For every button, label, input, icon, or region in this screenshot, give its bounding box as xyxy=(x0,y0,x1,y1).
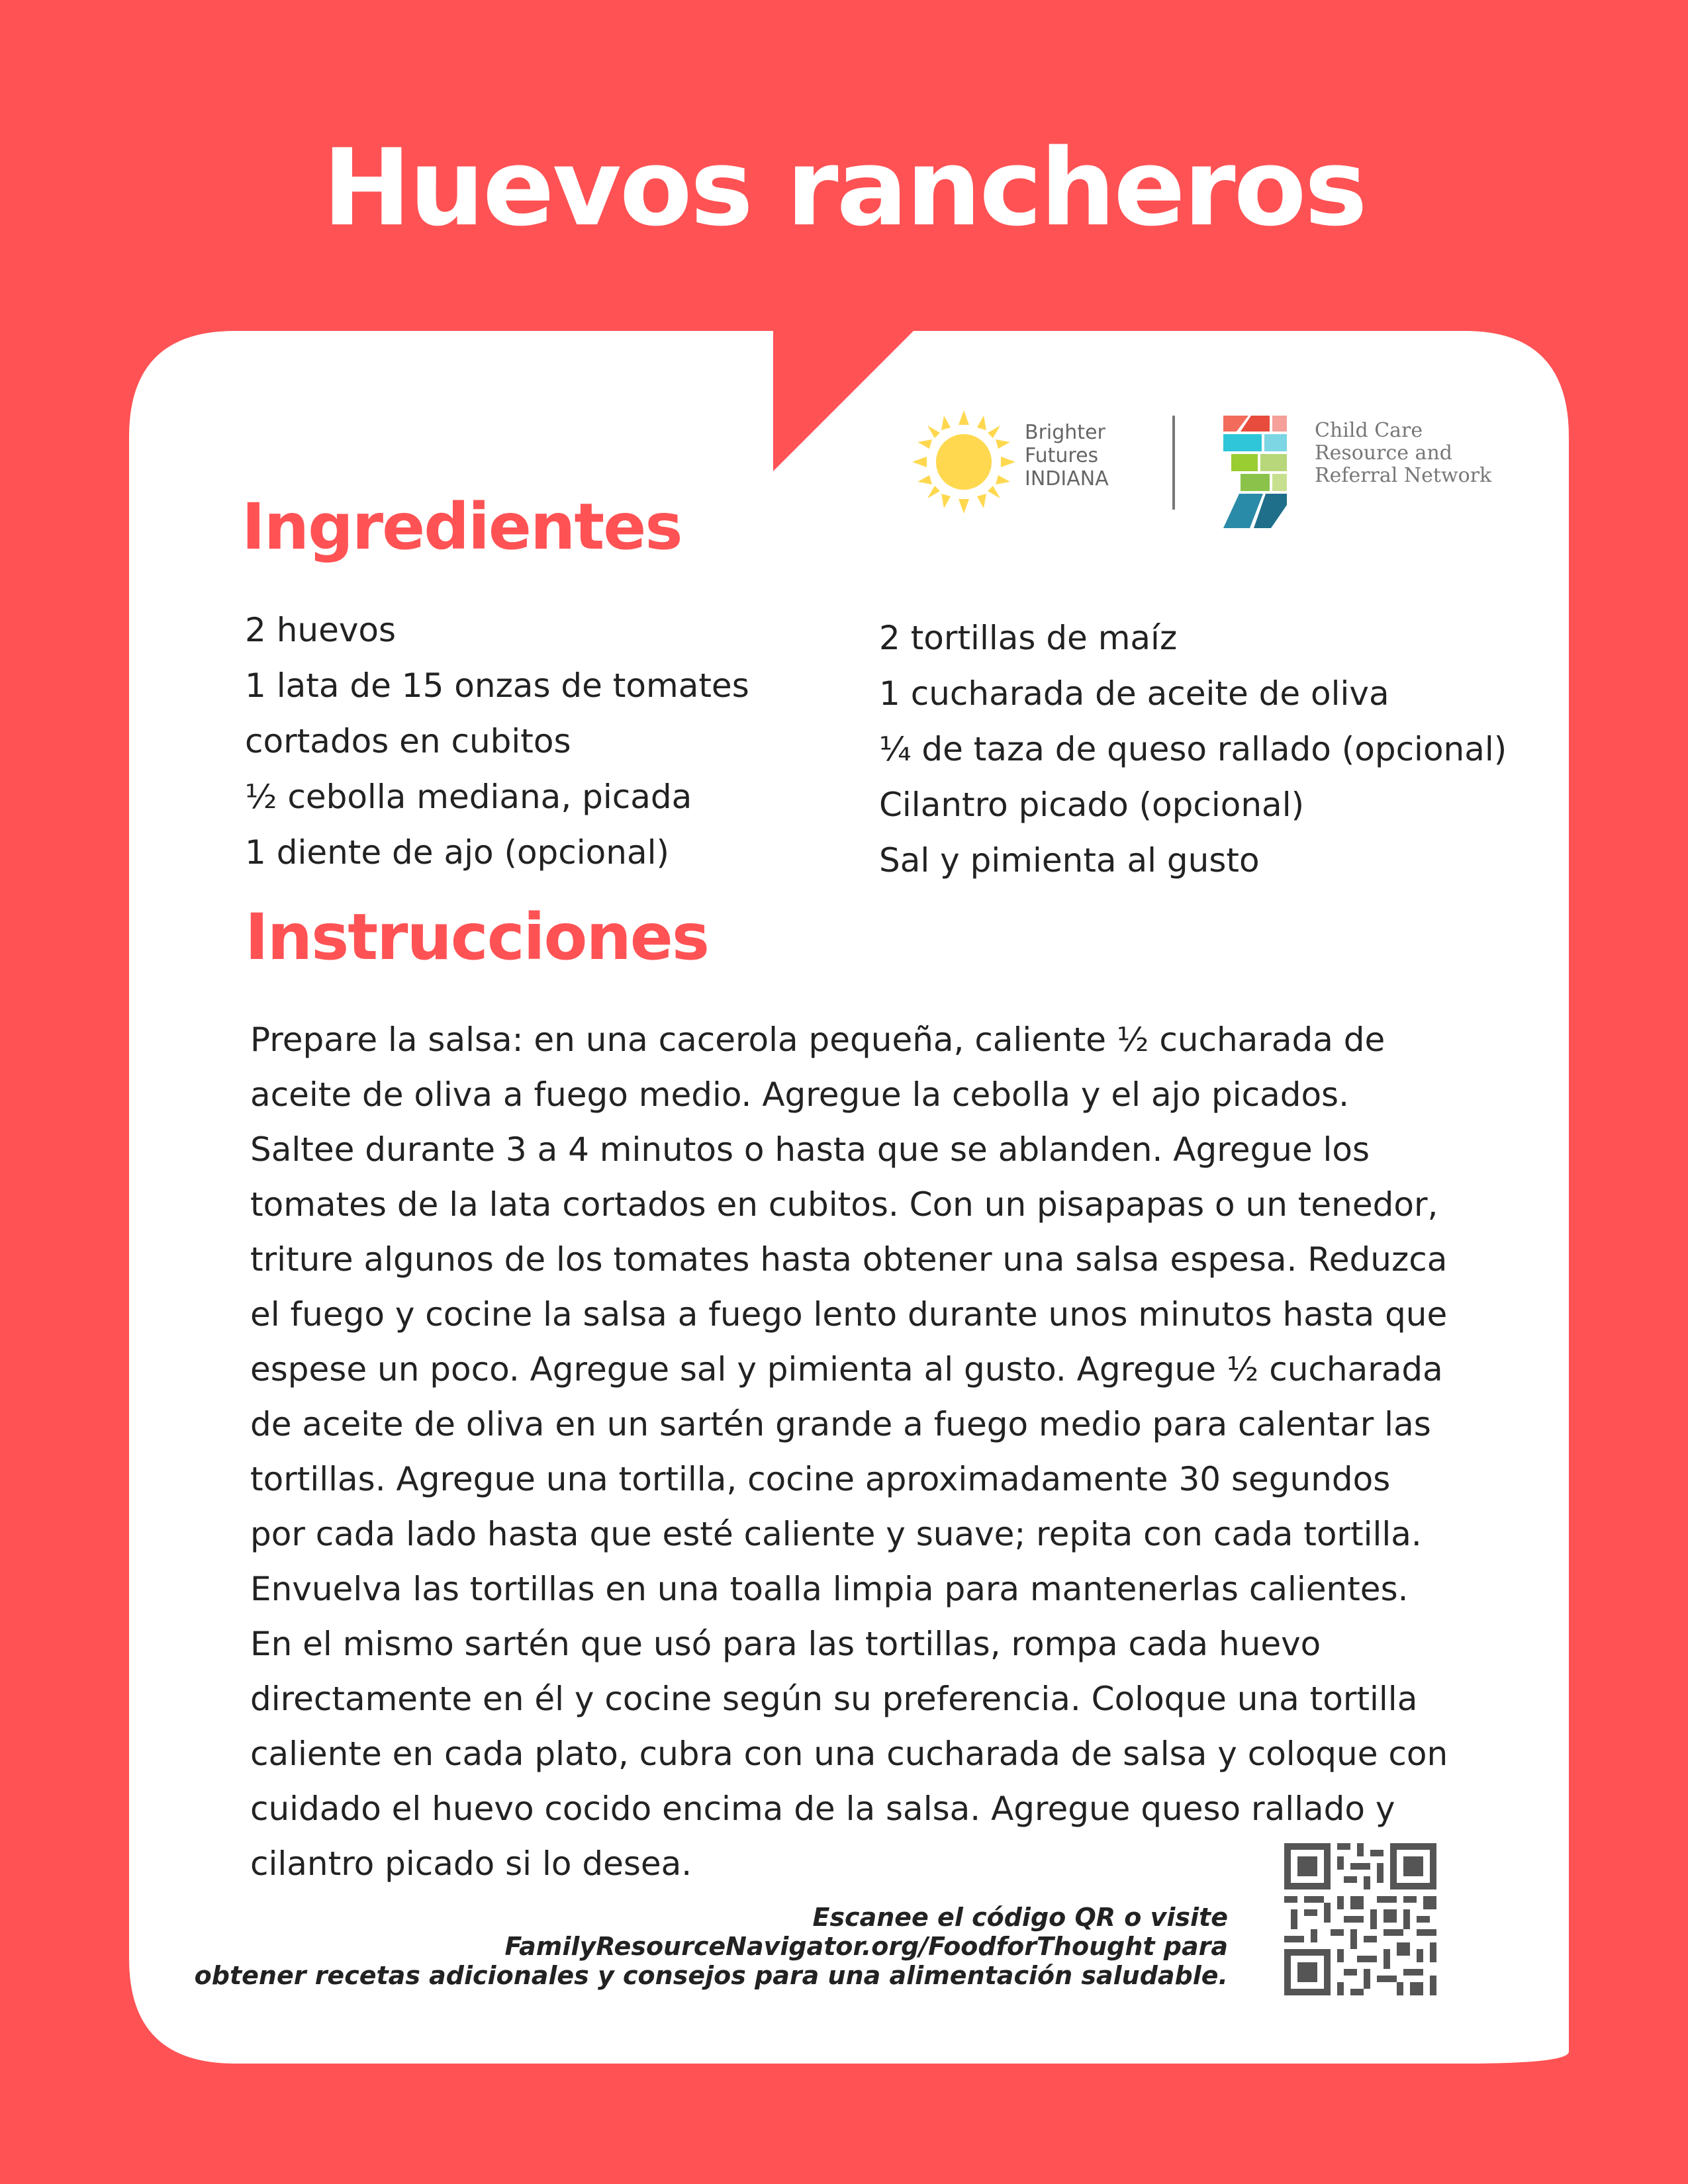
instructions-text: Prepare la salsa: en una cacerola pequeña, caliente ½ cucharada de aceite de oliva a fuego medio. Agregue la cebolla y el ajo picados. Saltee durante 3 a 4 minutos o hasta que se ablanden. Agregue los tomates de la lata cortados en cubitos. Con un pisapapas o un tenedor, triture algunos de los tomates hasta obtener una salsa espesa. Reduzca el fuego y cocine la salsa a fuego lento durante unos minutos hasta que espese un poco. Agregue sal y pimienta al gusto. Agregue ½ cucharada de aceite de oliva en un sartén grande a fuego medio para calentar las tortillas. Agregue una tortilla, cocine aproximadamente 30 segundos por cada lado hasta que esté caliente y suave; repita con cada tortilla. Envuelva las tortillas en una toalla limpia para mantenerlas calientes. En el mismo sartén que usó para las tortillas, rompa cada huevo directamente en él y cocine según su preferencia. Coloque una tortilla caliente en cada plato, cubra con una cucharada de salsa y coloque con cuidado el huevo cocido encima de la salsa. Agregue queso rallado y cilantro picado si lo desea. xyxy=(250,1021,1448,1883)
ingredient-item: 1 diente de ajo (opcional) xyxy=(245,833,669,872)
ingredient-item: 1 cucharada de aceite de oliva xyxy=(879,674,1389,713)
ingredients-heading: Ingredientes xyxy=(242,490,682,564)
child-care-logo-text xyxy=(1315,420,1491,487)
sun-logo-icon xyxy=(912,410,1015,514)
logo-divider xyxy=(1172,416,1175,510)
page-title: Huevos rancheros xyxy=(322,126,1366,250)
brighter-futures-logo-text xyxy=(1025,421,1109,490)
logo-line: Futures xyxy=(1025,444,1099,467)
ingredients-list-right xyxy=(879,610,1507,888)
ingredient-item: Cilantro picado (opcional) xyxy=(879,786,1305,824)
logo-line: Referral Network xyxy=(1315,464,1492,487)
qr-code-icon xyxy=(1284,1843,1436,1995)
ingredient-item: Sal y pimienta al gusto xyxy=(879,841,1260,880)
indiana-mosaic-logo-icon xyxy=(1223,416,1300,535)
ingredient-item: cortados en cubitos xyxy=(245,722,571,760)
logo-line: Child Care xyxy=(1315,419,1423,442)
logo-line: Resource and xyxy=(1315,441,1452,465)
ingredient-item: ¼ de taza de queso rallado (opcional) xyxy=(879,730,1507,768)
instructions-heading: Instrucciones xyxy=(245,900,709,974)
ingredient-item: 2 huevos xyxy=(245,611,397,649)
footer-line-1: Escanee el código QR o visite FamilyResourceNavigator.org/FoodforThought para xyxy=(504,1903,1228,1961)
footer-line-2: obtener recetas adicionales y consejos para una alimentación saludable. xyxy=(194,1961,1228,1990)
logo-line: Brighter xyxy=(1025,421,1105,444)
ingredients-list-left xyxy=(245,602,749,880)
ingredient-item: 2 tortillas de maíz xyxy=(879,619,1178,657)
logo-line: INDIANA xyxy=(1025,467,1109,490)
ingredient-item: 1 lata de 15 onzas de tomates xyxy=(245,666,749,705)
ingredient-item: ½ cebolla mediana, picada xyxy=(245,778,692,816)
